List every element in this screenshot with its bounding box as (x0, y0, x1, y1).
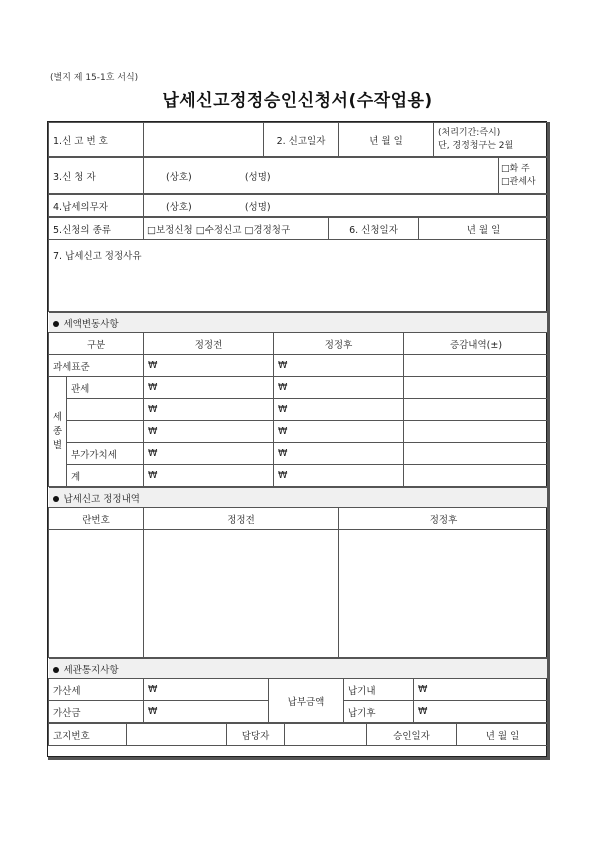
taxpayer-field[interactable] (144, 195, 549, 217)
after-due-label: 납기후 (344, 701, 414, 723)
processing-note-line1: (처리기간:즉시) (438, 127, 501, 138)
bullet-icon (53, 321, 59, 327)
taxpayer-label: 4.납세의무자 (49, 195, 144, 217)
form-number-label: (별지 제 15-1호 서식) (50, 73, 139, 83)
blank1-diff[interactable] (404, 399, 549, 421)
customs-before[interactable]: ₩ (144, 377, 274, 399)
details-table (48, 487, 549, 658)
row-tax-base-label: 과세표준 (49, 355, 144, 377)
report-date-field[interactable]: 년 월 일 (339, 123, 434, 157)
footer-table (48, 723, 549, 746)
col-item-no-header: 란번호 (49, 508, 144, 530)
payment-amount-label: 납부금액 (269, 679, 344, 723)
col-type-header: 구분 (49, 333, 144, 355)
form-title: 납세신고정정승인신청서(수작업용) (162, 91, 433, 111)
bullet-icon (53, 667, 59, 673)
details-item-no-field[interactable] (49, 530, 144, 658)
details-after-field[interactable] (339, 530, 549, 658)
report-number-label: 1.신 고 번 호 (49, 123, 144, 157)
approval-date-field[interactable]: 년 월 일 (457, 724, 549, 746)
customs-diff[interactable] (404, 377, 549, 399)
blank1-before[interactable]: ₩ (144, 399, 274, 421)
blank2-after[interactable]: ₩ (274, 421, 404, 443)
processing-note-line2: 단, 경정청구는 2월 (438, 140, 514, 151)
form-frame (47, 121, 547, 757)
applicant-field[interactable] (144, 158, 499, 194)
apply-date-label: 6. 신청일자 (329, 218, 419, 240)
supplement-checkbox[interactable]: □보정신청 (147, 224, 193, 236)
owner-checkbox[interactable]: □화 주 (501, 163, 530, 174)
applicant-company-label: (상호) (166, 171, 192, 183)
blank1-after[interactable]: ₩ (274, 399, 404, 421)
details-heading: 납세신고 정정내역 (49, 488, 549, 508)
details-before-header: 정정전 (144, 508, 339, 530)
request-type-options (144, 218, 329, 240)
customs-broker-checkbox[interactable]: □관세사 (501, 176, 536, 187)
tax-base-after[interactable]: ₩ (274, 355, 404, 377)
apply-date-field[interactable]: 년 월 일 (419, 218, 549, 240)
officer-label: 담당자 (227, 724, 285, 746)
tax-change-table (48, 312, 549, 487)
request-type-table (48, 217, 549, 312)
applicant-type-options[interactable] (499, 158, 549, 194)
row-total-label: 계 (67, 465, 144, 487)
officer-field[interactable] (285, 724, 367, 746)
total-diff[interactable] (404, 465, 549, 487)
blank2-diff[interactable] (404, 421, 549, 443)
row-vat-label: 부가가치세 (67, 443, 144, 465)
applicant-row-table (48, 157, 549, 194)
correction-reason-label: 7. 납세신고 정정사유 (53, 251, 142, 262)
after-due-field[interactable]: ₩ (414, 701, 549, 723)
taxpayer-name-label: (성명) (244, 201, 271, 213)
vat-before[interactable]: ₩ (144, 443, 274, 465)
applicant-label: 3.신 청 자 (49, 158, 144, 194)
applicant-table (48, 122, 549, 157)
notice-no-field[interactable] (127, 724, 227, 746)
notice-heading: 세관통지사항 (49, 659, 549, 679)
within-due-label: 납기내 (344, 679, 414, 701)
by-tax-type-label: 세 종 별 (49, 377, 67, 487)
tax-base-diff[interactable] (404, 355, 549, 377)
penalty-tax-label: 가산세 (49, 679, 144, 701)
penalty-amount-field[interactable]: ₩ (144, 701, 269, 723)
report-number-field[interactable] (144, 123, 264, 157)
row-blank-label-1 (67, 399, 144, 421)
bullet-icon (53, 496, 59, 502)
processing-period-note (434, 123, 549, 157)
amend-checkbox[interactable]: □수정신고 (195, 224, 242, 236)
col-diff-header: 증감내역(±) (404, 333, 549, 355)
notice-no-label: 고지번호 (49, 724, 127, 746)
taxpayer-row-table (48, 194, 549, 217)
tax-base-before[interactable]: ₩ (144, 355, 274, 377)
vat-diff[interactable] (404, 443, 549, 465)
notice-table (48, 658, 549, 723)
correction-reason-field[interactable] (49, 240, 549, 312)
correction-checkbox[interactable]: □경정청구 (244, 224, 291, 236)
request-type-label: 5.신청의 종류 (49, 218, 144, 240)
tax-change-heading: 세액변동사항 (49, 313, 549, 333)
report-date-label: 2. 신고일자 (264, 123, 339, 157)
col-after-header: 정정후 (274, 333, 404, 355)
approval-date-label: 승인일자 (367, 724, 457, 746)
row-blank-label-2 (67, 421, 144, 443)
details-before-field[interactable] (144, 530, 339, 658)
row-customs-label: 관세 (67, 377, 144, 399)
vat-after[interactable]: ₩ (274, 443, 404, 465)
applicant-name-label: (성명) (244, 171, 271, 183)
penalty-tax-field[interactable]: ₩ (144, 679, 269, 701)
taxpayer-company-label: (상호) (166, 201, 192, 213)
blank2-before[interactable]: ₩ (144, 421, 274, 443)
details-after-header: 정정후 (339, 508, 549, 530)
total-after[interactable]: ₩ (274, 465, 404, 487)
within-due-field[interactable]: ₩ (414, 679, 549, 701)
col-before-header: 정정전 (144, 333, 274, 355)
customs-after[interactable]: ₩ (274, 377, 404, 399)
penalty-amount-label: 가산금 (49, 701, 144, 723)
total-before[interactable]: ₩ (144, 465, 274, 487)
